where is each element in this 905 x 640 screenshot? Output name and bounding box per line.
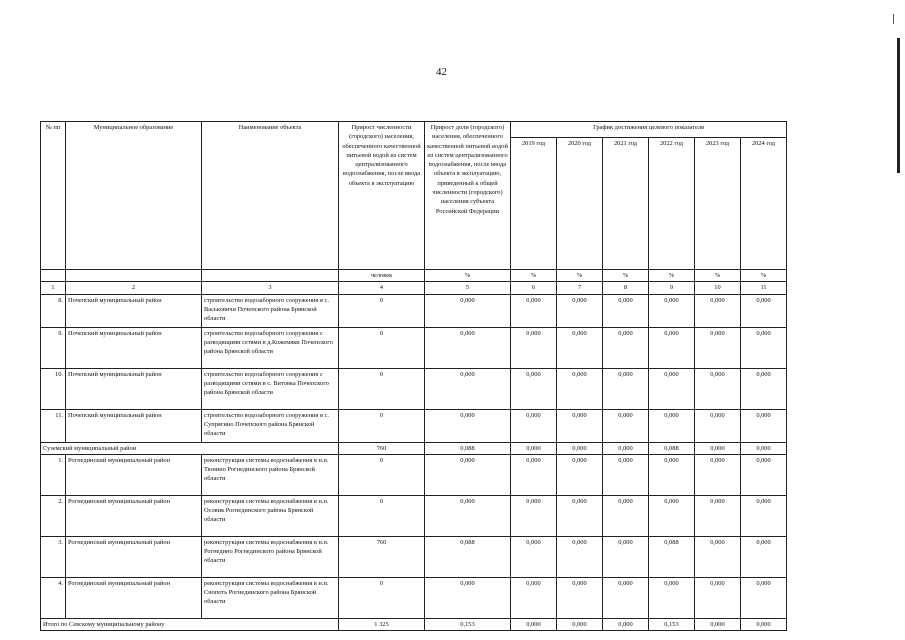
column-number: 1 <box>41 282 66 294</box>
row-population: 0 <box>339 409 425 442</box>
row-year-value: 0,000 <box>511 368 557 409</box>
indicator-table <box>40 121 787 631</box>
row-population: 0 <box>339 327 425 368</box>
row-year-value: 0,000 <box>649 294 695 327</box>
header-year: 2021 год <box>603 138 649 270</box>
unit-cell: % <box>741 270 787 282</box>
row-year-value: 0,000 <box>511 409 557 442</box>
row-population: 0 <box>339 454 425 495</box>
row-object: строительство водозаборного сооружения в с. Супрягино Почепского района Брянской области <box>202 409 339 442</box>
row-year-value: 0,000 <box>695 409 741 442</box>
row-year-value: 0,000 <box>695 442 741 454</box>
row-year-value: 0,000 <box>649 454 695 495</box>
row-year-value: 0,153 <box>649 618 695 630</box>
row-year-value: 0,000 <box>741 536 787 577</box>
table-row <box>41 536 787 577</box>
unit-cell: % <box>511 270 557 282</box>
row-number: 10. <box>41 368 66 409</box>
row-share: 0,000 <box>425 495 511 536</box>
row-population: 760 <box>339 442 425 454</box>
row-share: 0,088 <box>425 442 511 454</box>
row-year-value: 0,000 <box>603 409 649 442</box>
row-year-value: 0,000 <box>649 327 695 368</box>
table-row <box>41 327 787 368</box>
row-share: 0,000 <box>425 409 511 442</box>
row-population: 760 <box>339 536 425 577</box>
row-year-value: 0,000 <box>603 442 649 454</box>
column-number: 10 <box>695 282 741 294</box>
row-year-value: 0,000 <box>741 577 787 618</box>
table-row <box>41 409 787 442</box>
column-number: 4 <box>339 282 425 294</box>
row-object: реконструкция системы водоснабжения в н.п. Тюнино Рогнединского района Брянской области <box>202 454 339 495</box>
column-number: 3 <box>202 282 339 294</box>
header-year: 2023 год <box>695 138 741 270</box>
row-year-value: 0,000 <box>741 454 787 495</box>
row-year-value: 0,000 <box>603 294 649 327</box>
row-object: строительство водозаборного сооружения в с. Васьковичи Почепского района Брянской области <box>202 294 339 327</box>
row-share: 0,000 <box>425 294 511 327</box>
row-year-value: 0,000 <box>741 409 787 442</box>
row-year-value: 0,000 <box>557 442 603 454</box>
row-year-value: 0,000 <box>511 454 557 495</box>
unit-cell: % <box>695 270 741 282</box>
unit-cell: % <box>649 270 695 282</box>
row-population: 0 <box>339 294 425 327</box>
header-year: 2024 год <box>741 138 787 270</box>
unit-cell: % <box>557 270 603 282</box>
row-municipality: Почепский муниципальный район <box>66 294 202 327</box>
header-no: № пп <box>41 122 66 270</box>
row-population: 0 <box>339 495 425 536</box>
row-year-value: 0,000 <box>557 327 603 368</box>
margin-tick-mark <box>893 14 894 24</box>
row-year-value: 0,000 <box>603 577 649 618</box>
header-year: 2022 год <box>649 138 695 270</box>
row-year-value: 0,000 <box>741 294 787 327</box>
column-number: 2 <box>66 282 202 294</box>
row-year-value: 0,000 <box>511 618 557 630</box>
header-schedule: График достижения целевого показателя <box>511 122 787 138</box>
row-year-value: 0,000 <box>603 368 649 409</box>
row-year-value: 0,000 <box>557 618 603 630</box>
row-year-value: 0,000 <box>741 442 787 454</box>
column-number: 5 <box>425 282 511 294</box>
row-year-value: 0,000 <box>557 495 603 536</box>
total-row <box>41 618 787 630</box>
row-year-value: 0,000 <box>511 577 557 618</box>
row-object: реконструкция системы водоснабжения в н.п. Снопоть Рогнединского района Брянской области <box>202 577 339 618</box>
table-row <box>41 577 787 618</box>
row-object: реконструкция системы водоснабжения в н.п. Рогнедино Рогнединского района Брянской области <box>202 536 339 577</box>
header-growth-share: Прирост доли (городского) населения, обеспеченного качественной питьевой водой из систем централизованного водоснабжения, после ввода объекта в эксплуатацию, приведенный к общей численности (городского) населения субъекта Российской Федерации <box>425 122 511 270</box>
row-year-value: 0,000 <box>695 327 741 368</box>
row-number: 3. <box>41 536 66 577</box>
row-year-value: 0,088 <box>649 442 695 454</box>
row-object: строительство водозаборного сооружения с разводящими сетями в с. Витовка Почепского района Брянской области <box>202 368 339 409</box>
row-year-value: 0,000 <box>741 368 787 409</box>
row-number: 8. <box>41 294 66 327</box>
row-year-value: 0,000 <box>511 495 557 536</box>
row-share: 0,153 <box>425 618 511 630</box>
row-object: реконструкция системы водоснабжения в н.п. Осовик Рогнединского района Брянской области <box>202 495 339 536</box>
row-share: 0,000 <box>425 368 511 409</box>
row-year-value: 0,000 <box>603 618 649 630</box>
unit-cell: человек <box>339 270 425 282</box>
row-municipality: Рогнединский муниципальный район <box>66 454 202 495</box>
row-share: 0,000 <box>425 577 511 618</box>
header-growth-population: Прирост численности (городского) населения, обеспеченного качественной питьевой водой из систем централизованного водоснабжения, после ввода объекта в эксплуатацию <box>339 122 425 270</box>
row-year-value: 0,000 <box>649 495 695 536</box>
row-municipality: Рогнединский муниципальный район <box>66 495 202 536</box>
row-number: 2. <box>41 495 66 536</box>
row-municipality: Почепский муниципальный район <box>66 409 202 442</box>
row-municipality: Рогнединский муниципальный район <box>66 577 202 618</box>
row-year-value: 0,000 <box>649 409 695 442</box>
row-year-value: 0,000 <box>557 536 603 577</box>
row-population: 0 <box>339 577 425 618</box>
row-year-value: 0,000 <box>695 454 741 495</box>
header-year: 2020 год <box>557 138 603 270</box>
row-number: 11. <box>41 409 66 442</box>
column-number: 8 <box>603 282 649 294</box>
row-year-value: 0,000 <box>695 577 741 618</box>
row-year-value: 0,000 <box>649 368 695 409</box>
subtotal-label: Суземский муниципальный район <box>41 442 339 454</box>
row-year-value: 0,000 <box>557 454 603 495</box>
row-population: 0 <box>339 368 425 409</box>
column-number: 6 <box>511 282 557 294</box>
row-year-value: 0,000 <box>741 495 787 536</box>
table-row <box>41 495 787 536</box>
column-number: 11 <box>741 282 787 294</box>
column-number: 7 <box>557 282 603 294</box>
row-year-value: 0,000 <box>603 454 649 495</box>
row-share: 0,088 <box>425 536 511 577</box>
table-row <box>41 294 787 327</box>
total-label: Итого по Севскому муниципальному району <box>41 618 339 630</box>
page-number: 42 <box>436 66 447 78</box>
row-year-value: 0,000 <box>695 536 741 577</box>
row-object: строительство водозаборного сооружения с разводящими сетями в д.Кожемяки Почепского района Брянской области <box>202 327 339 368</box>
row-year-value: 0,000 <box>511 536 557 577</box>
row-share: 0,000 <box>425 327 511 368</box>
row-number: 9. <box>41 327 66 368</box>
row-year-value: 0,000 <box>695 368 741 409</box>
row-year-value: 0,000 <box>649 577 695 618</box>
row-year-value: 0,000 <box>511 294 557 327</box>
unit-cell: % <box>603 270 649 282</box>
row-year-value: 0,000 <box>695 618 741 630</box>
row-population: 1 325 <box>339 618 425 630</box>
row-year-value: 0,088 <box>649 536 695 577</box>
row-municipality: Почепский муниципальный район <box>66 327 202 368</box>
row-year-value: 0,000 <box>603 536 649 577</box>
table-row <box>41 368 787 409</box>
row-year-value: 0,000 <box>695 495 741 536</box>
subtotal-row <box>41 442 787 454</box>
row-year-value: 0,000 <box>741 327 787 368</box>
column-number: 9 <box>649 282 695 294</box>
row-year-value: 0,000 <box>557 368 603 409</box>
row-year-value: 0,000 <box>557 409 603 442</box>
units-row <box>41 270 787 282</box>
header-object: Наименование объекта <box>202 122 339 270</box>
row-municipality: Почепский муниципальный район <box>66 368 202 409</box>
row-number: 4. <box>41 577 66 618</box>
row-year-value: 0,000 <box>557 294 603 327</box>
row-year-value: 0,000 <box>695 294 741 327</box>
column-numbers-row <box>41 282 787 294</box>
table-row <box>41 454 787 495</box>
unit-cell: % <box>425 270 511 282</box>
header-year: 2019 год <box>511 138 557 270</box>
margin-scan-mark <box>897 38 900 173</box>
row-number: 1. <box>41 454 66 495</box>
row-year-value: 0,000 <box>603 327 649 368</box>
row-share: 0,000 <box>425 454 511 495</box>
row-year-value: 0,000 <box>603 495 649 536</box>
row-municipality: Рогнединский муниципальный район <box>66 536 202 577</box>
row-year-value: 0,000 <box>511 327 557 368</box>
header-municipality: Муниципальное образование <box>66 122 202 270</box>
row-year-value: 0,000 <box>511 442 557 454</box>
row-year-value: 0,000 <box>557 577 603 618</box>
row-year-value: 0,000 <box>741 618 787 630</box>
